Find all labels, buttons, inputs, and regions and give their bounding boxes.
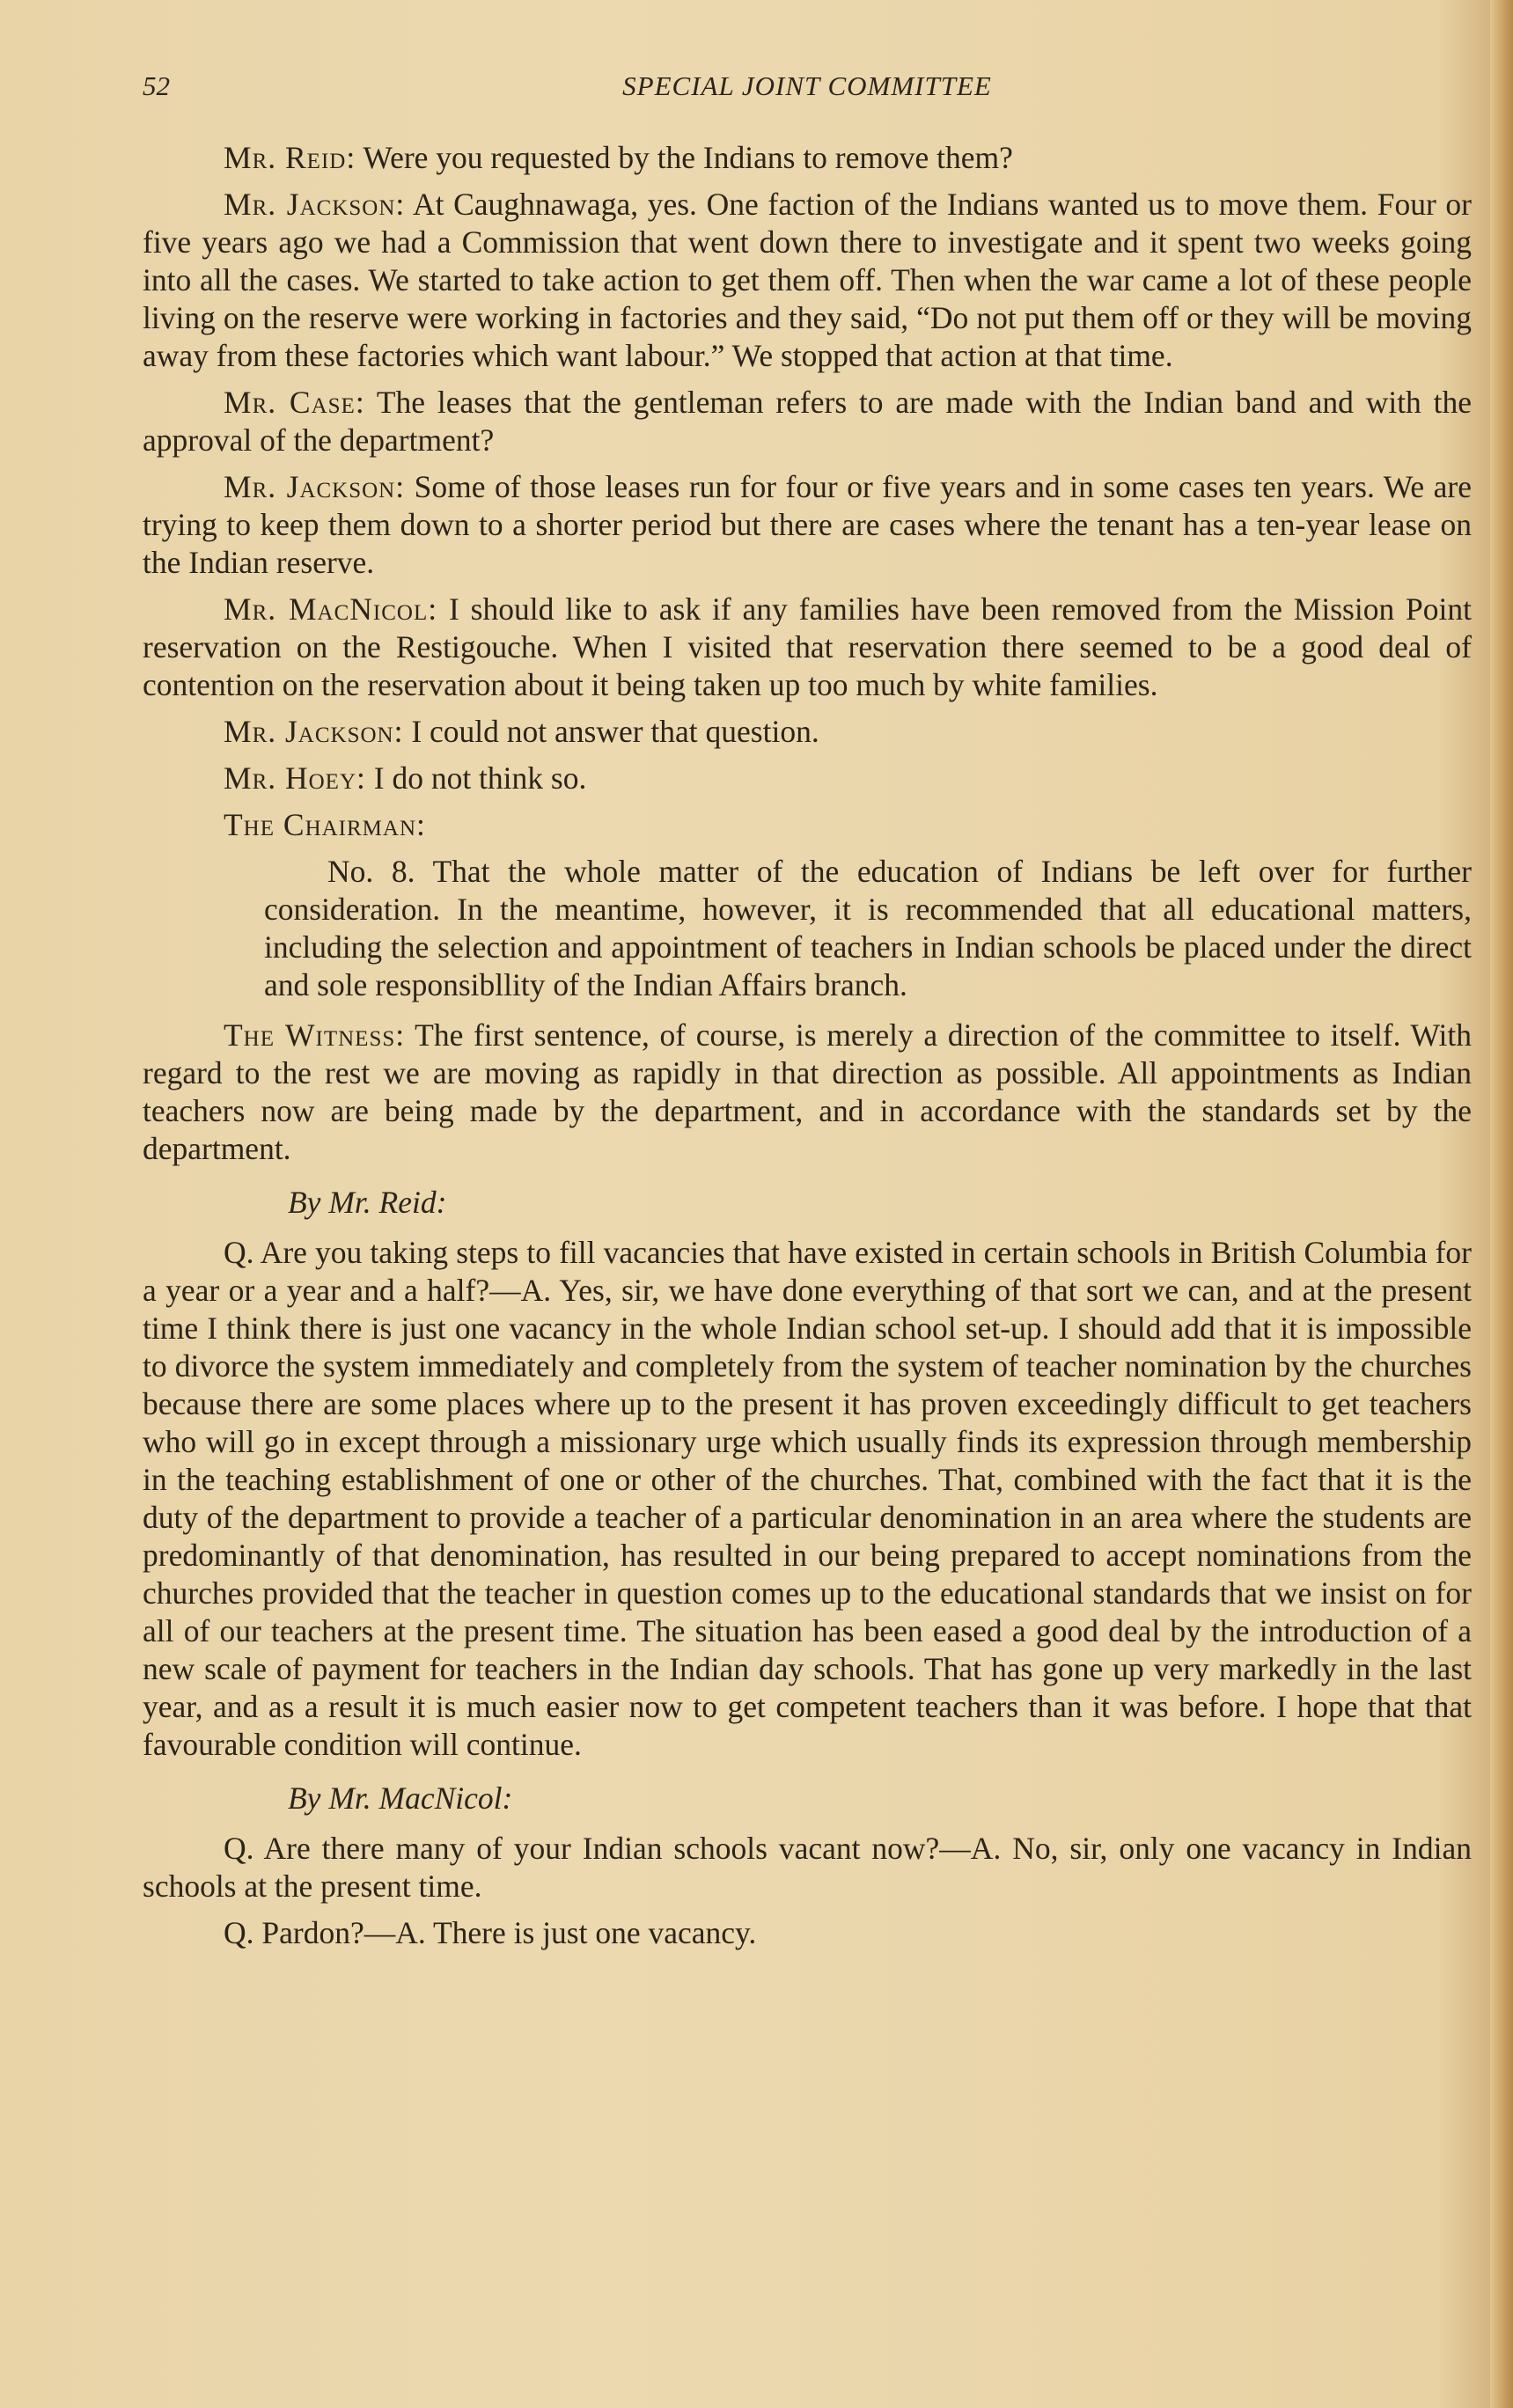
speaker-name: Mr. Hoey: bbox=[224, 760, 366, 796]
speaker-name: Mr. Jackson: bbox=[224, 469, 406, 504]
qa-macnicol-1: Q. Are there many of your Indian schools vacant now?—A. No, sir, only one vacancy in Indian schools at the present time. bbox=[143, 1831, 1472, 1904]
qa-reid: Q. Are you taking steps to fill vacancies that have existed in certain schools in British Columbia for a year or a year and a half?—A. Yes, sir, we have done everything of that sort we can, and at the present time I think there is just one vacancy in the whole Indian school set-up. I should add that it is impossible to divorce the system immediately and completely from the system of teacher nomination by the churches because there are some places where up to the present it has proven exceedingly difficult to get teachers who will go in except through a missionary urge which usually finds its expression through membership in the teaching establishment of one or other of the churches. That, combined with the fact that it is the duty of the department to provide a teacher of a particular denomination in an area where the students are predominantly of that denomination, has resulted in our being prepared to accept nominations from the churches provided that the teacher in question comes up to the educational standards that we insist on for all of our teachers at the present time. The situation has been eased a good deal by the introduction of a new scale of payment for teachers in the Indian day schools. That has gone up very markedly in the last year, and as a result it is much easier now to get competent teachers than it was before. I hope that that favourable condition will continue. bbox=[143, 1235, 1472, 1762]
page-header bbox=[143, 70, 1472, 114]
page-number: 52 bbox=[143, 70, 170, 101]
paragraph-text: Some of those leases run for four or five years and in some cases ten years. We are trying to keep them down to a shorter period but there are cases where the tenant has a ten-year lease on the Indian reserve. bbox=[143, 469, 1472, 580]
paragraph-macnicol-restigouche bbox=[143, 591, 1472, 704]
paragraph-chairman bbox=[143, 806, 1472, 844]
running-head: SPECIAL JOINT COMMITTEE bbox=[622, 70, 992, 101]
paragraph-case-leases bbox=[143, 384, 1472, 459]
speaker-name: Mr. Reid: bbox=[224, 140, 356, 175]
paragraph-text: I could not answer that question. bbox=[411, 714, 819, 749]
speaker-name: The Witness: bbox=[224, 1017, 406, 1053]
paragraph-text: I should like to ask if any families have been removed from the Mission Point reservation on the Restigouche. When I visited that reservation there seemed to be a good deal of contention on the reservation about it being taken up too much by white families. bbox=[143, 591, 1473, 702]
speaker-name: Mr. Case: bbox=[224, 385, 365, 420]
paragraph-witness bbox=[143, 1017, 1472, 1168]
paragraph-jackson-caughnawaga bbox=[143, 186, 1472, 375]
page-body bbox=[143, 139, 1472, 1961]
qa-macnicol-2: Q. Pardon?—A. There is just one vacancy. bbox=[224, 1915, 757, 1950]
paragraph-reid-question bbox=[143, 139, 1472, 177]
recommendation-quote: No. 8. That the whole matter of the education of Indians be left over for further consideration. In the meantime, however, it is recommended that all educational matters, including the selection and appointment of teachers in Indian schools be placed under the direct and sole responsibllity of the Indian Affairs branch. bbox=[264, 854, 1472, 1002]
byline-reid: By Mr. Reid: bbox=[288, 1185, 447, 1220]
byline-macnicol: By Mr. MacNicol: bbox=[288, 1780, 513, 1816]
speaker-name: Mr. Jackson: bbox=[224, 714, 404, 749]
paragraph-jackson-leases bbox=[143, 468, 1472, 582]
paragraph-text: I do not think so. bbox=[373, 760, 587, 796]
paragraph-text: At Caughnawaga, yes. One faction of the Indians wanted us to move them. Four or five years ago we had a Commission that went down there to investigate and it spent two weeks going into all the cases. We started to take action to get them off. Then when the war came a lot of these people living on the reserve were working in factories and they said, “Do not put them off or they will be moving away from these factories which want labour.” We stopped that action at that time. bbox=[143, 187, 1472, 373]
paragraph-jackson-answer bbox=[143, 713, 1472, 751]
paragraph-text: Were you requested by the Indians to remove them? bbox=[363, 140, 1013, 175]
paragraph-hoey-answer bbox=[143, 760, 1472, 797]
paragraph-text: The leases that the gentleman refers to are made with the Indian band and with the approval of the department? bbox=[143, 385, 1472, 458]
speaker-name: The Chairman: bbox=[224, 807, 426, 842]
page-edge bbox=[1490, 0, 1513, 2408]
speaker-name: Mr. MacNicol: bbox=[224, 591, 438, 627]
speaker-name: Mr. Jackson: bbox=[224, 187, 406, 222]
paragraph-text: The first sentence, of course, is merely a direction of the committee to itself. With regard to the rest we are moving as rapidly in that direction as possible. All appointments as Indian teachers now are being made by the department, and in accordance with the standards set by the department. bbox=[143, 1017, 1473, 1166]
